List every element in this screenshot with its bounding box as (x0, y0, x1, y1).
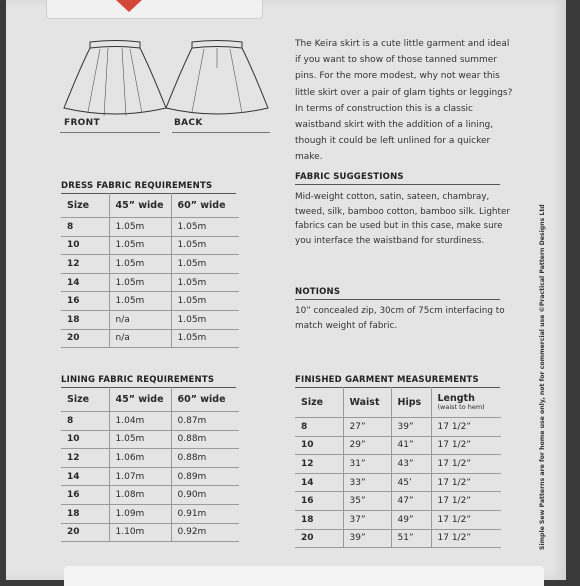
table-cell: 1.05m (171, 310, 239, 329)
table-cell: 1.09m (109, 504, 171, 523)
table-row (61, 430, 239, 449)
table-cell: 1.05m (171, 329, 239, 348)
pattern-description: The Keira skirt is a cute little garment and ideal if you want to show of those tanned summer pins. For the more modest, why not wear this little skirt over a pair of glam tights or leggings? In terms of construction this is a classic waistband skirt with the addition of a lining, though it could be left unlined for a quicker make. (295, 39, 513, 163)
table-cell: n/a (109, 310, 171, 329)
pattern-envelope-back (6, 0, 566, 580)
table-cell: 14 (295, 473, 343, 492)
column-header: Size (295, 387, 343, 418)
table-cell: 39” (343, 529, 391, 548)
table-row (61, 236, 239, 255)
table-cell: 0.91m (171, 504, 239, 523)
column-header: 45” wide (109, 193, 171, 218)
table-cell: 8 (61, 412, 109, 431)
lining-fabric-heading: LINING FABRIC REQUIREMENTS (61, 375, 215, 385)
column-header: Size (61, 193, 109, 218)
column-header-length (431, 387, 501, 418)
table-row (61, 486, 239, 505)
table-row (61, 273, 239, 292)
column-header: Waist (343, 387, 391, 418)
front-label-rule (60, 132, 160, 133)
length-header-subtitle: (waist to hem) (437, 403, 485, 411)
table-cell: 17 1/2” (431, 473, 501, 492)
table-cell: 0.88m (171, 449, 239, 468)
table-cell: 10 (61, 236, 109, 255)
table-row (61, 523, 239, 542)
skirt-back-illustration (162, 38, 272, 118)
table-cell: 45’ (391, 473, 431, 492)
envelope-flap (46, 0, 263, 19)
table-cell: 35” (343, 492, 391, 511)
table-cell: 17 1/2” (431, 436, 501, 455)
table-cell: 17 1/2” (431, 510, 501, 529)
lining-fabric-table (61, 387, 239, 542)
table-row (295, 529, 501, 548)
table-cell: 1.10m (109, 523, 171, 542)
table-cell: 17 1/2” (431, 529, 501, 548)
table-cell: 1.08m (109, 486, 171, 505)
table-row (295, 510, 501, 529)
column-header: Size (61, 387, 109, 412)
copyright-side-text: Simple Sew Patterns are for home use only, not for commercial use ©Practical Pattern Designs Ltd (539, 204, 546, 550)
table-cell: 16 (61, 486, 109, 505)
table-row (295, 436, 501, 455)
table-cell: 39” (391, 418, 431, 437)
table-cell: 43” (391, 455, 431, 474)
table-cell: 1.05m (109, 430, 171, 449)
front-label: FRONT (64, 118, 100, 128)
table-cell: 27” (343, 418, 391, 437)
notions-heading: NOTIONS (295, 287, 341, 297)
finished-measurements-heading: FINISHED GARMENT MEASUREMENTS (295, 375, 479, 385)
table-row (295, 492, 501, 511)
table-row (61, 292, 239, 311)
table-cell: 0.88m (171, 430, 239, 449)
table-cell: 0.92m (171, 523, 239, 542)
back-label: BACK (174, 118, 203, 128)
table-cell: 51” (391, 529, 431, 548)
table-cell: n/a (109, 329, 171, 348)
length-header-label: Length (437, 393, 475, 404)
table-row (295, 455, 501, 474)
fabric-suggestions-text: Mid-weight cotton, satin, sateen, chambray, tweed, silk, bamboo cotton, bamboo silk. Lighter fabrics can be used but in this case, make sure you interface the waistband for sturdiness. (295, 192, 510, 246)
table-cell: 33” (343, 473, 391, 492)
table-cell: 14 (61, 273, 109, 292)
table-cell: 1.04m (109, 412, 171, 431)
table-cell: 47” (391, 492, 431, 511)
skirt-front-illustration (60, 38, 170, 118)
table-header-row (61, 387, 239, 412)
table-cell: 49” (391, 510, 431, 529)
table-cell: 0.87m (171, 412, 239, 431)
table-cell: 12 (61, 449, 109, 468)
table-cell: 0.90m (171, 486, 239, 505)
table-cell: 1.05m (171, 236, 239, 255)
table-cell: 20 (295, 529, 343, 548)
table-cell: 1.05m (171, 273, 239, 292)
dress-fabric-heading: DRESS FABRIC REQUIREMENTS (61, 181, 213, 191)
table-cell: 29” (343, 436, 391, 455)
table-cell: 1.05m (109, 273, 171, 292)
envelope-bottom-strip (64, 566, 544, 586)
column-header: 45” wide (109, 387, 171, 412)
table-row (295, 473, 501, 492)
table-cell: 1.05m (171, 292, 239, 311)
table-cell: 18 (61, 310, 109, 329)
table-row (61, 467, 239, 486)
table-row (295, 418, 501, 437)
table-cell: 0.89m (171, 467, 239, 486)
table-cell: 1.06m (109, 449, 171, 468)
table-row (61, 504, 239, 523)
table-cell: 12 (61, 255, 109, 274)
table-cell: 1.05m (171, 218, 239, 237)
notions-text: 10” concealed zip, 30cm of 75cm interfacing to match weight of fabric. (295, 306, 505, 331)
table-cell: 16 (295, 492, 343, 511)
table-cell: 8 (61, 218, 109, 237)
column-header: 60” wide (171, 387, 239, 412)
fabric-suggestions-heading: FABRIC SUGGESTIONS (295, 172, 404, 182)
table-cell: 17 1/2” (431, 455, 501, 474)
table-cell: 41” (391, 436, 431, 455)
table-cell: 17 1/2” (431, 418, 501, 437)
table-cell: 17 1/2” (431, 492, 501, 511)
table-row (61, 310, 239, 329)
table-cell: 31” (343, 455, 391, 474)
table-cell: 10 (295, 436, 343, 455)
column-header: 60” wide (171, 193, 239, 218)
table-cell: 1.05m (109, 218, 171, 237)
finished-measurements-table (295, 387, 501, 548)
table-cell: 18 (295, 510, 343, 529)
table-row (61, 218, 239, 237)
table-cell: 1.05m (109, 255, 171, 274)
table-cell: 20 (61, 523, 109, 542)
fabric-suggestions-rule (295, 184, 500, 185)
table-row (61, 255, 239, 274)
table-row (61, 412, 239, 431)
column-header: Hips (391, 387, 431, 418)
table-cell: 18 (61, 504, 109, 523)
table-cell: 16 (61, 292, 109, 311)
table-header-row (295, 387, 501, 418)
table-cell: 12 (295, 455, 343, 474)
table-cell: 10 (61, 430, 109, 449)
table-header-row (61, 193, 239, 218)
table-row (61, 329, 239, 348)
table-cell: 8 (295, 418, 343, 437)
table-cell: 1.05m (109, 236, 171, 255)
table-cell: 1.05m (109, 292, 171, 311)
table-cell: 1.07m (109, 467, 171, 486)
table-cell: 37” (343, 510, 391, 529)
table-cell: 1.05m (171, 255, 239, 274)
notions-rule (295, 299, 500, 300)
dress-fabric-table (61, 193, 239, 348)
table-cell: 14 (61, 467, 109, 486)
table-row (61, 449, 239, 468)
table-cell: 20 (61, 329, 109, 348)
back-label-rule (172, 132, 270, 133)
